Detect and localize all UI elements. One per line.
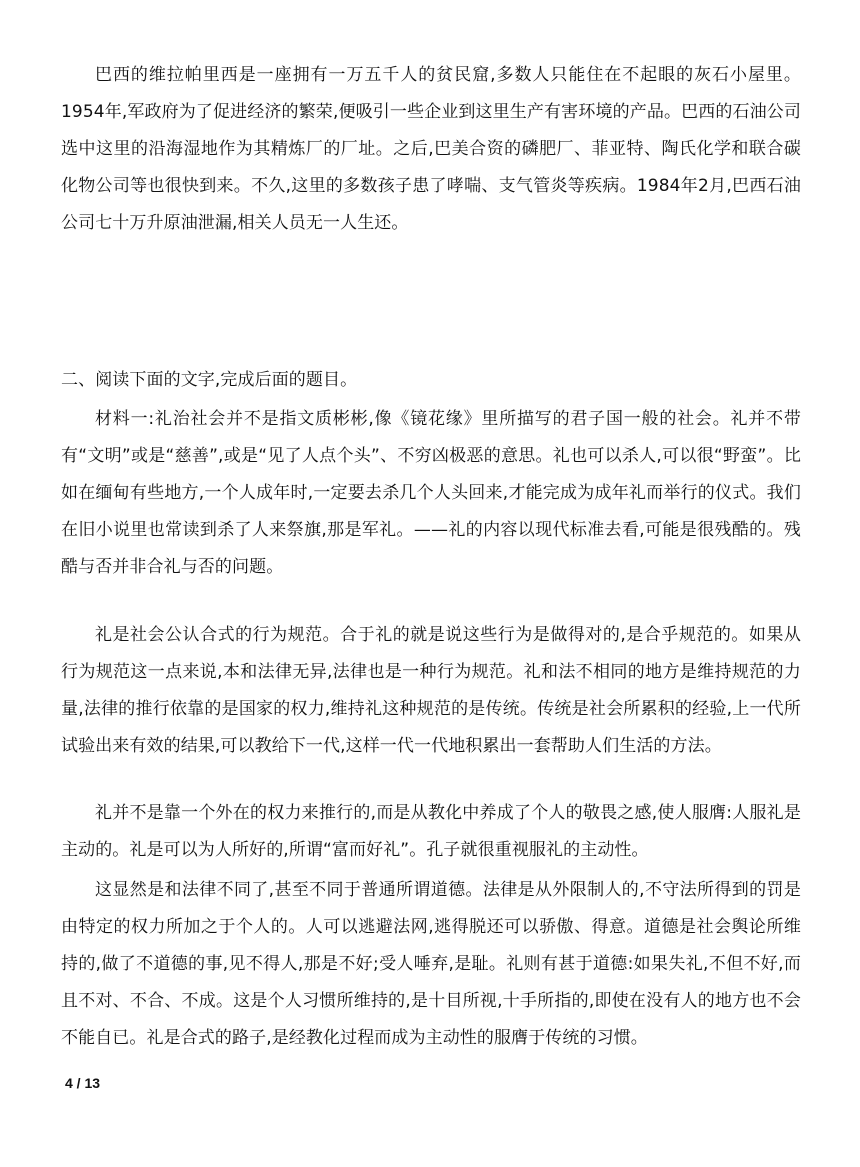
paragraph-material-one-intro: 材料一:礼治社会并不是指文质彬彬,像《镜花缘》里所描写的君子国一般的社会。礼并不带有“文明”或是“慈善”,或是“见了人点个头”、不穷凶极恶的意思。礼也可以杀人,可以很“野蛮”。比如在缅甸有些地方,一个人成年时,一定要去杀几个人头回来,才能完成为成年礼而举行的仪式。我们在旧小说里也常读到杀了人来祭旗,那是军礼。——礼的内容以现代标准去看,可能是很残酷的。残酷与否并非合礼与否的问题。 [61, 409, 801, 577]
section-heading-reading: 二、阅读下面的文字,完成后面的题目。 [61, 370, 358, 390]
paragraph-li-education: 礼并不是靠一个外在的权力来推行的,而是从教化中养成了个人的敬畏之感,使人服膺:人服礼是主动的。礼是可以为人所好的,所谓“富而好礼”。孔子就很重视服礼的主动性。 [61, 803, 801, 860]
paragraph-li-vs-law-morality: 这显然是和法律不同了,甚至不同于普通所谓道德。法律是从外限制人的,不守法所得到的罚是由特定的权力所加之于个人的。人可以逃避法网,逃得脱还可以骄傲、得意。道德是社会舆论所维持的,做了不道德的事,见不得人,那是不好;受人唾弃,是耻。礼则有甚于道德:如果失礼,不但不好,而且不对、不合、不成。这是个人习惯所维持的,是十目所视,十手所指的,即使在没有人的地方也不会不能自已。礼是合式的路子,是经教化过程而成为主动性的服膺于传统的习惯。 [61, 880, 801, 1048]
paragraph-brazil-pollution: 巴西的维拉帕里西是一座拥有一万五千人的贫民窟,多数人只能住在不起眼的灰石小屋里。1954年,军政府为了促进经济的繁荣,便吸引一些企业到这里生产有害环境的产品。巴西的石油公司选中这里的沿海湿地作为其精炼厂的厂址。之后,巴美合资的磷肥厂、菲亚特、陶氏化学和联合碳化物公司等也很快到来。不久,这里的多数孩子患了哮喘、支气管炎等疾病。1984年2月,巴西石油公司七十万升原油泄漏,相关人员无一人生还。 [61, 65, 801, 233]
page-number: 4 / 13 [65, 1075, 101, 1091]
paragraph-li-norms: 礼是社会公认合式的行为规范。合于礼的就是说这些行为是做得对的,是合乎规范的。如果从行为规范这一点来说,本和法律无异,法律也是一种行为规范。礼和法不相同的地方是维持规范的力量,法律的推行依靠的是国家的权力,维持礼这种规范的是传统。传统是社会所累积的经验,上一代所试验出来有效的结果,可以教给下一代,这样一代一代地积累出一套帮助人们生活的方法。 [61, 625, 801, 756]
